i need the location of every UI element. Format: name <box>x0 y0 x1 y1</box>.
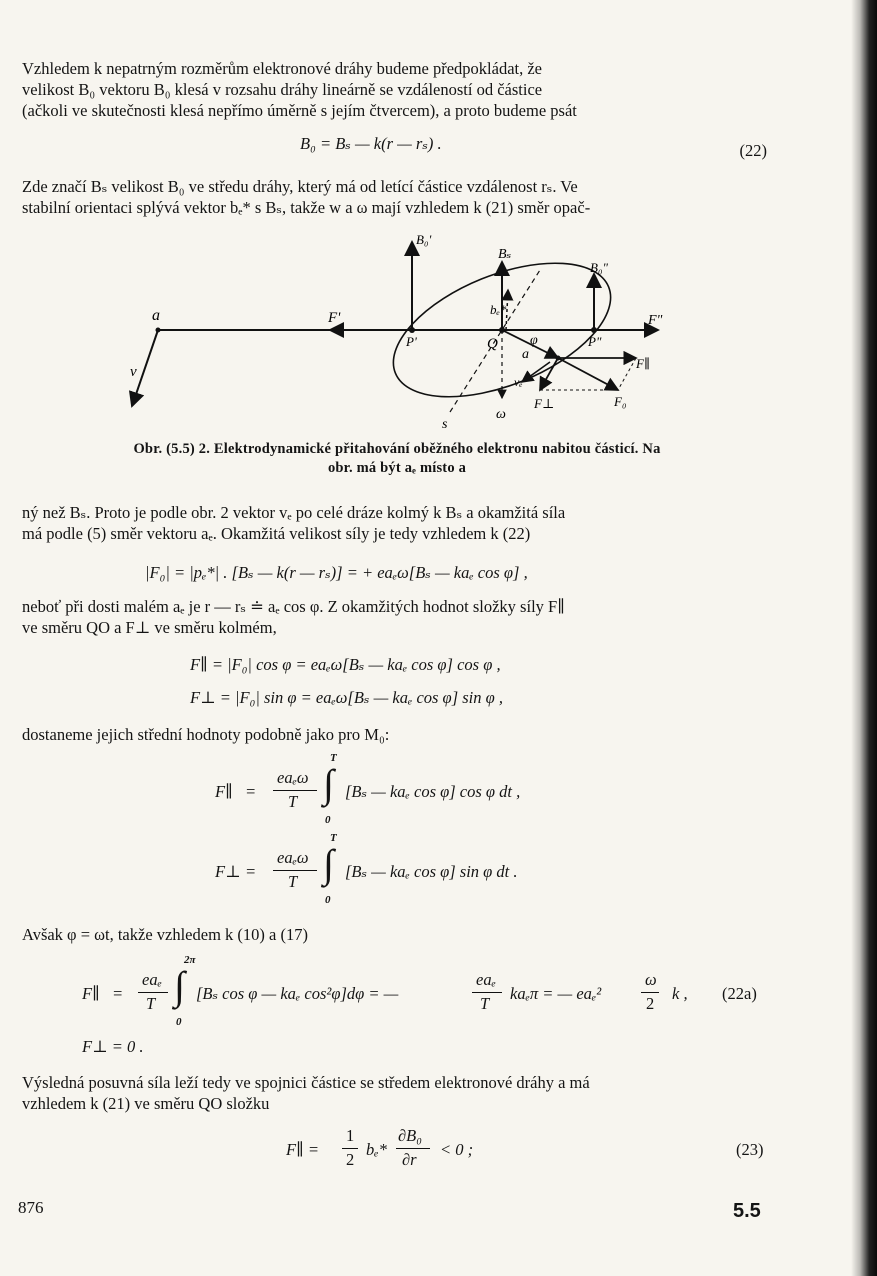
int1-eq: = <box>245 782 257 801</box>
int1-lhs: F∥ <box>215 782 233 801</box>
para7-line-1: Výsledná posuvná síla leží tedy ve spojnici částice se středem elektronové dráhy a má <box>22 1073 590 1092</box>
eq22a-num3: ω <box>645 970 657 989</box>
label-phi: φ <box>530 333 538 348</box>
eq22a-eq: = <box>112 984 124 1003</box>
label-b0-prime: B₀' <box>416 232 432 247</box>
label-be: bₑ* <box>490 302 507 317</box>
point-a <box>156 328 161 333</box>
label-f-perp: F⊥ <box>534 396 555 411</box>
eq23-tail: < 0 ; <box>440 1140 474 1159</box>
label-a-small: a <box>522 347 529 362</box>
int2-num: eaₑω <box>277 848 309 867</box>
para6-line: Avšak φ = ωt, takže vzhledem k (10) a (17) <box>22 925 308 944</box>
int2-lower: 0 <box>325 894 331 906</box>
int1-integral-sign: ∫ <box>323 761 334 806</box>
label-f-par: F∥ <box>636 356 650 371</box>
label-p-prime: P' <box>406 334 417 349</box>
eq22a-integral-sign: ∫ <box>174 963 185 1008</box>
para2-line-1: Zde značí Bₛ velikost B₀ ve středu dráhy, který má od letící částice vzdálenost rₛ. Ve <box>22 177 578 196</box>
para5-line: dostaneme jejich střední hodnoty podobně jako pro M₀: <box>22 725 390 744</box>
int1-den: T <box>288 792 298 811</box>
eq22a-lower: 0 <box>176 1016 182 1028</box>
integral-f-perp <box>215 832 635 916</box>
point-electron <box>556 356 561 361</box>
figure-elektrodynamicke-pritahovani <box>110 228 690 434</box>
label-s: s <box>442 417 448 432</box>
equation-f-perp: F⊥ = |F₀| sin φ = eaₑω[Bₛ — kaₑ cos φ] sin φ , <box>190 688 503 707</box>
int2-den: T <box>288 872 298 891</box>
f0-arrow <box>558 358 618 390</box>
label-f0: F₀ <box>614 394 627 409</box>
page-edge-shadow <box>851 0 877 1276</box>
point-q <box>499 327 505 333</box>
eq23-den: 2 <box>346 1150 355 1169</box>
eq22a-fraction-bar <box>138 992 168 993</box>
eq22a-tail: k , <box>672 984 688 1003</box>
figure-caption <box>22 440 772 478</box>
intro-paragraph <box>22 58 772 121</box>
paragraph-2 <box>22 176 772 218</box>
eq23-num: 1 <box>346 1126 355 1145</box>
caption-line-2: obr. má být aₑ místo a <box>327 460 467 476</box>
section-number: 5.5 <box>733 1200 761 1222</box>
eq22a-den3: 2 <box>646 994 655 1013</box>
eq23-fraction-bar-2 <box>396 1148 430 1149</box>
int1-fraction-bar <box>273 790 317 791</box>
int2-lhs: F⊥ <box>215 862 241 881</box>
page-number: 876 <box>18 1198 44 1217</box>
eq22a-fraction-bar-2 <box>472 992 502 993</box>
int1-body: [Bₛ — kaₑ cos φ] cos φ dt , <box>345 782 521 801</box>
eq23-number: (23) <box>736 1140 764 1159</box>
equation-f-perp-zero: F⊥ = 0 . <box>82 1037 144 1056</box>
para7-line-2: vzhledem k (21) ve směru QO složku <box>22 1094 270 1113</box>
equation-f0: |F₀| = |pₑ*| . [Bₛ — k(r — rₛ)] = + eaₑω[Bₛ — kaₑ cos φ] , <box>145 563 528 582</box>
eq22a-body: [Bₛ cos φ — kaₑ cos²φ]dφ = — <box>196 984 399 1003</box>
int2-integral-sign: ∫ <box>323 841 334 886</box>
para3-line-2: má podle (5) směr vektoru aₑ. Okamžitá velikost síly je tedy vzhledem k (22) <box>22 524 531 543</box>
eq22a-number: (22a) <box>722 984 757 1003</box>
paragraph-3 <box>22 502 772 544</box>
equation-22: B₀ = Bₛ — k(r — rₛ) . <box>300 134 442 153</box>
label-b0-dprime: B₀" <box>590 260 608 275</box>
para4-line-1: neboť při dosti malém aₑ je r — rₛ ≐ aₑ cos φ. Z okamžitých hodnot složky síly F∥ <box>22 597 565 616</box>
intro-line-1: Vzhledem k nepatrným rozměrům elektronové dráhy budeme předpokládat, že <box>22 59 543 78</box>
paragraph-5 <box>22 724 772 745</box>
int1-num: eaₑω <box>277 768 309 787</box>
label-p-dprime: P" <box>588 334 602 349</box>
point-p-prime <box>409 327 415 333</box>
equation-22-number: (22) <box>739 141 767 160</box>
equation-f-parallel: F∥ = |F₀| cos φ = eaₑω[Bₛ — kaₑ cos φ] cos φ , <box>190 655 501 674</box>
eq22a-mid: kaₑπ = — eaₑ² <box>510 984 602 1003</box>
paragraph-6 <box>22 924 772 945</box>
int2-upper: T <box>330 832 337 844</box>
eq22a-upper: 2π <box>184 954 196 966</box>
point-p-dprime <box>591 327 597 333</box>
eq22a-num: eaₑ <box>142 970 162 989</box>
label-v: v <box>130 364 137 380</box>
eq22a-den: T <box>146 994 156 1013</box>
paragraph-4 <box>22 596 772 638</box>
label-f-dprime: F" <box>648 313 663 328</box>
eq22a-fraction-bar-3 <box>641 992 659 993</box>
label-f-prime: F' <box>328 310 341 326</box>
eq22a-lhs: F∥ <box>82 984 100 1003</box>
int1-lower: 0 <box>325 814 331 826</box>
para4-line-2: ve směru QO a F⊥ ve směru kolmém, <box>22 618 277 637</box>
eq23-num2: ∂B₀ <box>398 1126 422 1145</box>
int2-eq: = <box>245 862 257 881</box>
equation-22a <box>82 956 782 1032</box>
intro-line-3: (ačkoli ve skutečnosti klesá nepřímo úměrně s jejím čtvercem), a proto budeme psát <box>22 101 577 120</box>
eq22a-num2: eaₑ <box>476 970 496 989</box>
label-omega: ω <box>496 407 506 422</box>
eq23-mid: bₑ* <box>366 1140 387 1159</box>
intro-line-2: velikost B₀ vektoru B₀ klesá v rozsahu dráhy lineárně se vzdáleností od částice <box>22 80 543 99</box>
eq23-lhs: F∥ = <box>286 1140 319 1159</box>
label-q: Q <box>487 336 498 352</box>
integral-f-parallel <box>215 752 635 836</box>
label-bs: Bₛ <box>498 247 512 262</box>
int1-upper: T <box>330 752 337 764</box>
para2-line-2: stabilní orientaci splývá vektor bₑ* s Bₛ, takže w a ω mají vzhledem k (21) směr opač- <box>22 198 591 217</box>
f-parallelogram-1 <box>618 358 636 390</box>
label-a: a <box>152 307 160 324</box>
label-ve: vₑ <box>514 375 523 389</box>
para3-line-1: ný než Bₛ. Proto je podle obr. 2 vektor vₑ po celé dráze kolmý k Bₛ a okamžitá síla <box>22 503 566 522</box>
int2-fraction-bar <box>273 870 317 871</box>
caption-line-1: Obr. (5.5) 2. Elektrodynamické přitahování oběžného elektronu nabitou částicí. Na <box>133 441 661 457</box>
eq22a-den2: T <box>480 994 490 1013</box>
eq23-fraction-bar <box>342 1148 358 1149</box>
int2-body: [Bₛ — kaₑ cos φ] sin φ dt . <box>345 862 518 881</box>
equation-23 <box>286 1122 776 1178</box>
paragraph-7 <box>22 1072 772 1114</box>
eq23-den2: ∂r <box>402 1150 417 1169</box>
